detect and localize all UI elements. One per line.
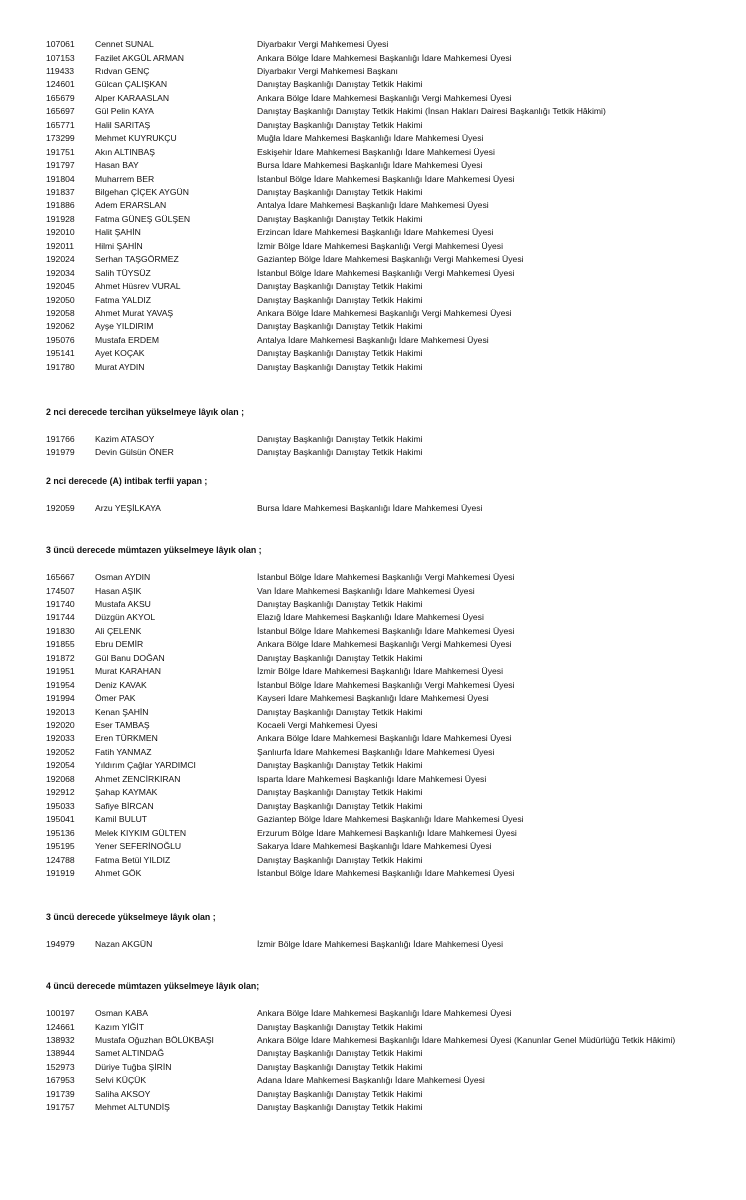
position-title: Diyarbakır Vergi Mahkemesi Üyesi bbox=[257, 39, 389, 49]
registry-number: 192024 bbox=[46, 254, 75, 265]
position-title: Danıştay Başkanlığı Danıştay Tetkik Hakimi bbox=[257, 361, 423, 372]
person-name: Ayşe YILDIRIM bbox=[95, 321, 154, 332]
person-name: Ahmet Murat YAVAŞ bbox=[95, 308, 174, 318]
position-title: Danıştay Başkanlığı Danıştay Tetkik Hakimi (İnsan Hakları Dairesi Başkanlığı Tetkik Hâkimi) bbox=[257, 106, 606, 117]
person-name: Mehmet KUYRUKÇU bbox=[95, 133, 177, 144]
position-title: Ankara Bölge İdare Mahkemesi Başkanlığı Vergi Mahkemesi Üyesi bbox=[257, 92, 512, 103]
person-name: Selvi KÜÇÜK bbox=[95, 1075, 147, 1086]
position-title: Gaziantep Bölge İdare Mahkemesi Başkanlığı İdare Mahkemesi Üyesi bbox=[257, 814, 524, 825]
registry-number: 195041 bbox=[46, 814, 75, 825]
registry-number: 192033 bbox=[46, 733, 75, 744]
position-title: Kayseri İdare Mahkemesi Başkanlığı İdare Mahkemesi Üyesi bbox=[257, 693, 489, 703]
person-name: Arzu YEŞİLKAYA bbox=[95, 503, 161, 513]
registry-number: 191837 bbox=[46, 186, 75, 197]
position-title: Eskişehir İdare Mahkemesi Başkanlığı İdare Mahkemesi Üyesi bbox=[257, 146, 495, 157]
registry-number: 192058 bbox=[46, 308, 75, 318]
registry-number: 124788 bbox=[46, 854, 75, 865]
position-title: Danıştay Başkanlığı Danıştay Tetkik Hakimi bbox=[257, 434, 423, 444]
registry-number: 167953 bbox=[46, 1075, 75, 1086]
registry-number: 192045 bbox=[46, 281, 75, 292]
registry-number: 124601 bbox=[46, 79, 75, 90]
position-title: Antalya İdare Mahkemesi Başkanlığı İdare Mahkemesi Üyesi bbox=[257, 200, 489, 211]
position-title: İzmir Bölge İdare Mahkemesi Başkanlığı İdare Mahkemesi Üyesi bbox=[257, 939, 503, 949]
registry-number: 152973 bbox=[46, 1061, 75, 1072]
registry-number: 191830 bbox=[46, 625, 75, 636]
position-title: Danıştay Başkanlığı Danıştay Tetkik Hakimi bbox=[257, 854, 423, 865]
registry-number: 191954 bbox=[46, 679, 75, 690]
person-name: Kamil BULUT bbox=[95, 814, 148, 825]
position-title: Kocaeli Vergi Mahkemesi Üyesi bbox=[257, 720, 378, 730]
registry-number: 191744 bbox=[46, 612, 75, 623]
position-title: Ankara Bölge İdare Mahkemesi Başkanlığı İdare Mahkemesi Üyesi bbox=[257, 1008, 512, 1018]
person-name: Osman AYDIN bbox=[95, 572, 151, 582]
position-title: Danıştay Başkanlığı Danıştay Tetkik Hakimi bbox=[257, 1061, 423, 1072]
registry-number: 165697 bbox=[46, 106, 75, 117]
section-header: 3 üncü derecede yükselmeye lâyık olan ; bbox=[46, 912, 216, 922]
person-name: Salih TÜYSÜZ bbox=[95, 267, 151, 278]
position-title: Ankara Bölge İdare Mahkemesi Başkanlığı İdare Mahkemesi Üyesi bbox=[257, 52, 512, 63]
position-title: Danıştay Başkanlığı Danıştay Tetkik Hakimi bbox=[257, 186, 423, 197]
person-name: Fatma YALDIZ bbox=[95, 294, 152, 305]
person-name: Ebru DEMİR bbox=[95, 639, 144, 650]
person-name: Düzgün AKYOL bbox=[95, 612, 156, 623]
registry-number: 191951 bbox=[46, 666, 75, 677]
position-title: Danıştay Başkanlığı Danıştay Tetkik Hakimi bbox=[257, 1021, 423, 1032]
registry-number: 165771 bbox=[46, 119, 75, 130]
registry-number: 174507 bbox=[46, 585, 75, 596]
person-name: Serhan TAŞGÖRMEZ bbox=[95, 254, 179, 265]
registry-number: 191780 bbox=[46, 361, 75, 372]
registry-number: 195195 bbox=[46, 841, 75, 851]
person-name: Osman KABA bbox=[95, 1008, 149, 1018]
person-name: Ayet KOÇAK bbox=[95, 348, 145, 359]
registry-number: 191979 bbox=[46, 447, 75, 458]
registry-number: 191751 bbox=[46, 146, 75, 157]
position-title: İstanbul Bölge İdare Mahkemesi Başkanlığı Vergi Mahkemesi Üyesi bbox=[257, 572, 515, 582]
position-title: Danıştay Başkanlığı Danıştay Tetkik Hakimi bbox=[257, 706, 423, 717]
section-header: 3 üncü derecede mümtazen yükselmeye lâyık olan ; bbox=[46, 545, 262, 555]
person-name: Eser TAMBAŞ bbox=[95, 720, 150, 730]
position-title: Elazığ İdare Mahkemesi Başkanlığı İdare Mahkemesi Üyesi bbox=[257, 612, 484, 623]
registry-number: 191804 bbox=[46, 173, 75, 184]
position-title: Bursa İdare Mahkemesi Başkanlığı İdare Mahkemesi Üyesi bbox=[257, 503, 483, 513]
registry-number: 192059 bbox=[46, 503, 75, 513]
position-title: Ankara Bölge İdare Mahkemesi Başkanlığı İdare Mahkemesi Üyesi bbox=[257, 733, 512, 744]
position-title: İstanbul Bölge İdare Mahkemesi Başkanlığı İdare Mahkemesi Üyesi bbox=[257, 625, 515, 636]
position-title: Danıştay Başkanlığı Danıştay Tetkik Hakimi bbox=[257, 281, 423, 292]
registry-number: 195033 bbox=[46, 800, 75, 811]
position-title: Danıştay Başkanlığı Danıştay Tetkik Hakimi bbox=[257, 79, 423, 90]
person-name: Hasan AŞIK bbox=[95, 585, 142, 596]
registry-number: 191928 bbox=[46, 213, 75, 224]
person-name: Düriye Tuğba ŞİRİN bbox=[95, 1061, 172, 1072]
registry-number: 191740 bbox=[46, 598, 75, 609]
person-name: Saliha AKSOY bbox=[95, 1088, 151, 1099]
section-header: 4 üncü derecede mümtazen yükselmeye lâyık olan; bbox=[46, 981, 260, 991]
position-title: Bursa İdare Mahkemesi Başkanlığı İdare Mahkemesi Üyesi bbox=[257, 160, 483, 171]
person-name: Fatih YANMAZ bbox=[95, 746, 152, 757]
position-title: Gaziantep Bölge İdare Mahkemesi Başkanlığı Vergi Mahkemesi Üyesi bbox=[257, 254, 524, 265]
person-name: Adem ERARSLAN bbox=[95, 200, 167, 211]
person-name: Kazim ATASOY bbox=[95, 434, 155, 444]
person-name: Akın ALTINBAŞ bbox=[95, 146, 156, 157]
person-name: Ahmet ZENCİRKIRAN bbox=[95, 773, 181, 784]
position-title: Danıştay Başkanlığı Danıştay Tetkik Hakimi bbox=[257, 652, 423, 663]
position-title: Danıştay Başkanlığı Danıştay Tetkik Hakimi bbox=[257, 598, 423, 609]
position-title: Şanlıurfa İdare Mahkemesi Başkanlığı İdare Mahkemesi Üyesi bbox=[257, 746, 495, 757]
position-title: İstanbul Bölge İdare Mahkemesi Başkanlığı Vergi Mahkemesi Üyesi bbox=[257, 267, 515, 278]
person-name: Ali ÇELENK bbox=[95, 625, 142, 636]
registry-number: 195136 bbox=[46, 827, 75, 838]
person-name: Samet ALTINDAĞ bbox=[95, 1048, 165, 1059]
position-title: Danıştay Başkanlığı Danıştay Tetkik Hakimi bbox=[257, 1088, 423, 1099]
registry-number: 119433 bbox=[46, 65, 75, 76]
person-name: Gül Banu DOĞAN bbox=[95, 652, 165, 663]
position-title: Muğla İdare Mahkemesi Başkanlığı İdare Mahkemesi Üyesi bbox=[257, 133, 484, 144]
person-name: Halit ŞAHİN bbox=[95, 227, 141, 238]
registry-number: 192054 bbox=[46, 760, 75, 771]
position-title: Danıştay Başkanlığı Danıştay Tetkik Hakimi bbox=[257, 321, 423, 332]
registry-number: 191757 bbox=[46, 1102, 75, 1113]
registry-number: 138944 bbox=[46, 1048, 75, 1059]
position-title: İzmir Bölge İdare Mahkemesi Başkanlığı Vergi Mahkemesi Üyesi bbox=[257, 240, 503, 251]
person-name: Mehmet ALTUNDİŞ bbox=[95, 1102, 170, 1113]
person-name: Mustafa ERDEM bbox=[95, 334, 159, 345]
person-name: Safiye BİRCAN bbox=[95, 800, 154, 811]
registry-number: 165679 bbox=[46, 92, 75, 103]
position-title: Ankara Bölge İdare Mahkemesi Başkanlığı İdare Mahkemesi Üyesi (Kanunlar Genel Müdürlüğü Tetkik Hâkimi) bbox=[257, 1034, 676, 1045]
person-name: Nazan AKGÜN bbox=[95, 939, 153, 949]
position-title: Van İdare Mahkemesi Başkanlığı İdare Mahkemesi Üyesi bbox=[257, 585, 475, 596]
person-name: Cennet SUNAL bbox=[95, 39, 154, 49]
position-title: İstanbul Bölge İdare Mahkemesi Başkanlığı Vergi Mahkemesi Üyesi bbox=[257, 679, 515, 690]
person-name: Ahmet Hüsrev VURAL bbox=[95, 281, 181, 292]
person-name: Gülcan ÇALIŞKAN bbox=[95, 79, 168, 90]
registry-number: 191797 bbox=[46, 160, 75, 171]
registry-number: 191919 bbox=[46, 867, 75, 878]
person-name: Hilmi ŞAHİN bbox=[95, 240, 143, 251]
person-name: Murat KARAHAN bbox=[95, 666, 161, 677]
position-title: İstanbul Bölge İdare Mahkemesi Başkanlığı İdare Mahkemesi Üyesi bbox=[257, 173, 515, 184]
position-title: Danıştay Başkanlığı Danıştay Tetkik Hakimi bbox=[257, 348, 423, 359]
position-title: Danıştay Başkanlığı Danıştay Tetkik Hakimi bbox=[257, 800, 423, 811]
person-name: Halil SARITAŞ bbox=[95, 119, 151, 130]
person-name: Fazilet AKGÜL ARMAN bbox=[95, 52, 184, 63]
position-title: Danıştay Başkanlığı Danıştay Tetkik Hakimi bbox=[257, 1048, 423, 1059]
registry-number: 173299 bbox=[46, 133, 75, 144]
person-name: Fatma Betül YILDIZ bbox=[95, 854, 171, 865]
person-name: Rıdvan GENÇ bbox=[95, 65, 150, 76]
person-name: Kenan ŞAHİN bbox=[95, 706, 149, 717]
position-title: Adana İdare Mahkemesi Başkanlığı İdare Mahkemesi Üyesi bbox=[257, 1075, 485, 1086]
registry-number: 192034 bbox=[46, 267, 75, 278]
person-name: Ahmet GÖK bbox=[95, 867, 142, 878]
registry-number: 195076 bbox=[46, 334, 75, 345]
person-name: Muharrem BER bbox=[95, 173, 155, 184]
position-title: Diyarbakır Vergi Mahkemesi Başkanı bbox=[257, 65, 398, 76]
section-header: 2 nci derecede (A) intibak terfii yapan ; bbox=[46, 476, 208, 486]
registry-number: 192062 bbox=[46, 321, 75, 332]
position-title: Sakarya İdare Mahkemesi Başkanlığı İdare Mahkemesi Üyesi bbox=[257, 841, 492, 851]
person-name: Yener SEFERİNOĞLU bbox=[95, 841, 182, 851]
person-name: Kazım YİĞİT bbox=[95, 1021, 145, 1032]
person-name: Ömer PAK bbox=[95, 693, 136, 703]
registry-number: 192011 bbox=[46, 240, 75, 251]
person-name: Bilgehan ÇİÇEK AYGÜN bbox=[95, 186, 189, 197]
registry-number: 107061 bbox=[46, 39, 75, 49]
registry-number: 194979 bbox=[46, 939, 75, 949]
registry-number: 124661 bbox=[46, 1021, 75, 1032]
registry-number: 191739 bbox=[46, 1088, 75, 1099]
position-title: Danıştay Başkanlığı Danıştay Tetkik Hakimi bbox=[257, 447, 423, 458]
section-header: 2 nci derecede tercihan yükselmeye lâyık olan ; bbox=[46, 407, 245, 417]
person-name: Fatma GÜNEŞ GÜLŞEN bbox=[95, 213, 191, 224]
position-title: Ankara Bölge İdare Mahkemesi Başkanlığı Vergi Mahkemesi Üyesi bbox=[257, 308, 512, 318]
person-name: Alper KARAASLAN bbox=[95, 92, 170, 103]
registry-number: 195141 bbox=[46, 348, 75, 359]
person-name: Devin Gülsün ÖNER bbox=[95, 447, 174, 458]
registry-number: 138932 bbox=[46, 1034, 75, 1045]
position-title: Isparta İdare Mahkemesi Başkanlığı İdare Mahkemesi Üyesi bbox=[257, 773, 487, 784]
person-name: Hasan BAY bbox=[95, 160, 139, 171]
registry-number: 191855 bbox=[46, 639, 75, 650]
person-name: Melek KIYKIM GÜLTEN bbox=[95, 827, 187, 838]
person-name: Eren TÜRKMEN bbox=[95, 733, 158, 744]
registry-number: 191886 bbox=[46, 200, 75, 211]
position-title: Ankara Bölge İdare Mahkemesi Başkanlığı Vergi Mahkemesi Üyesi bbox=[257, 639, 512, 650]
position-title: Danıştay Başkanlığı Danıştay Tetkik Hakimi bbox=[257, 294, 423, 305]
person-name: Şahap KAYMAK bbox=[95, 787, 158, 798]
position-title: Antalya İdare Mahkemesi Başkanlığı İdare Mahkemesi Üyesi bbox=[257, 334, 489, 345]
position-title: Erzurum Bölge İdare Mahkemesi Başkanlığı İdare Mahkemesi Üyesi bbox=[257, 827, 517, 838]
registry-number: 191766 bbox=[46, 434, 75, 444]
registry-number: 191872 bbox=[46, 652, 75, 663]
position-title: Erzincan İdare Mahkemesi Başkanlığı İdare Mahkemesi Üyesi bbox=[257, 227, 494, 238]
position-title: Danıştay Başkanlığı Danıştay Tetkik Hakimi bbox=[257, 119, 423, 130]
position-title: Danıştay Başkanlığı Danıştay Tetkik Hakimi bbox=[257, 787, 423, 798]
person-name: Mustafa Oğuzhan BÖLÜKBAŞI bbox=[95, 1034, 214, 1045]
person-name: Yıldırım Çağlar YARDIMCI bbox=[95, 760, 196, 771]
registry-number: 100197 bbox=[46, 1008, 75, 1018]
person-name: Murat AYDIN bbox=[95, 361, 145, 372]
registry-number: 192050 bbox=[46, 294, 75, 305]
person-name: Deniz KAVAK bbox=[95, 679, 147, 690]
registry-number: 192013 bbox=[46, 706, 75, 717]
registry-number: 192052 bbox=[46, 746, 75, 757]
registry-number: 191994 bbox=[46, 693, 75, 703]
person-name: Mustafa AKSU bbox=[95, 598, 151, 609]
position-title: Danıştay Başkanlığı Danıştay Tetkik Hakimi bbox=[257, 213, 423, 224]
position-title: Danıştay Başkanlığı Danıştay Tetkik Hakimi bbox=[257, 760, 423, 771]
person-name: Gül Pelin KAYA bbox=[95, 106, 154, 117]
position-title: Danıştay Başkanlığı Danıştay Tetkik Hakimi bbox=[257, 1102, 423, 1113]
registry-number: 192020 bbox=[46, 720, 75, 730]
registry-number: 107153 bbox=[46, 52, 75, 63]
position-title: İstanbul Bölge İdare Mahkemesi Başkanlığı İdare Mahkemesi Üyesi bbox=[257, 867, 515, 878]
registry-number: 165667 bbox=[46, 572, 75, 582]
position-title: İzmir Bölge İdare Mahkemesi Başkanlığı İdare Mahkemesi Üyesi bbox=[257, 666, 503, 677]
registry-number: 192068 bbox=[46, 773, 75, 784]
registry-number: 192912 bbox=[46, 787, 75, 798]
registry-number: 192010 bbox=[46, 227, 75, 238]
